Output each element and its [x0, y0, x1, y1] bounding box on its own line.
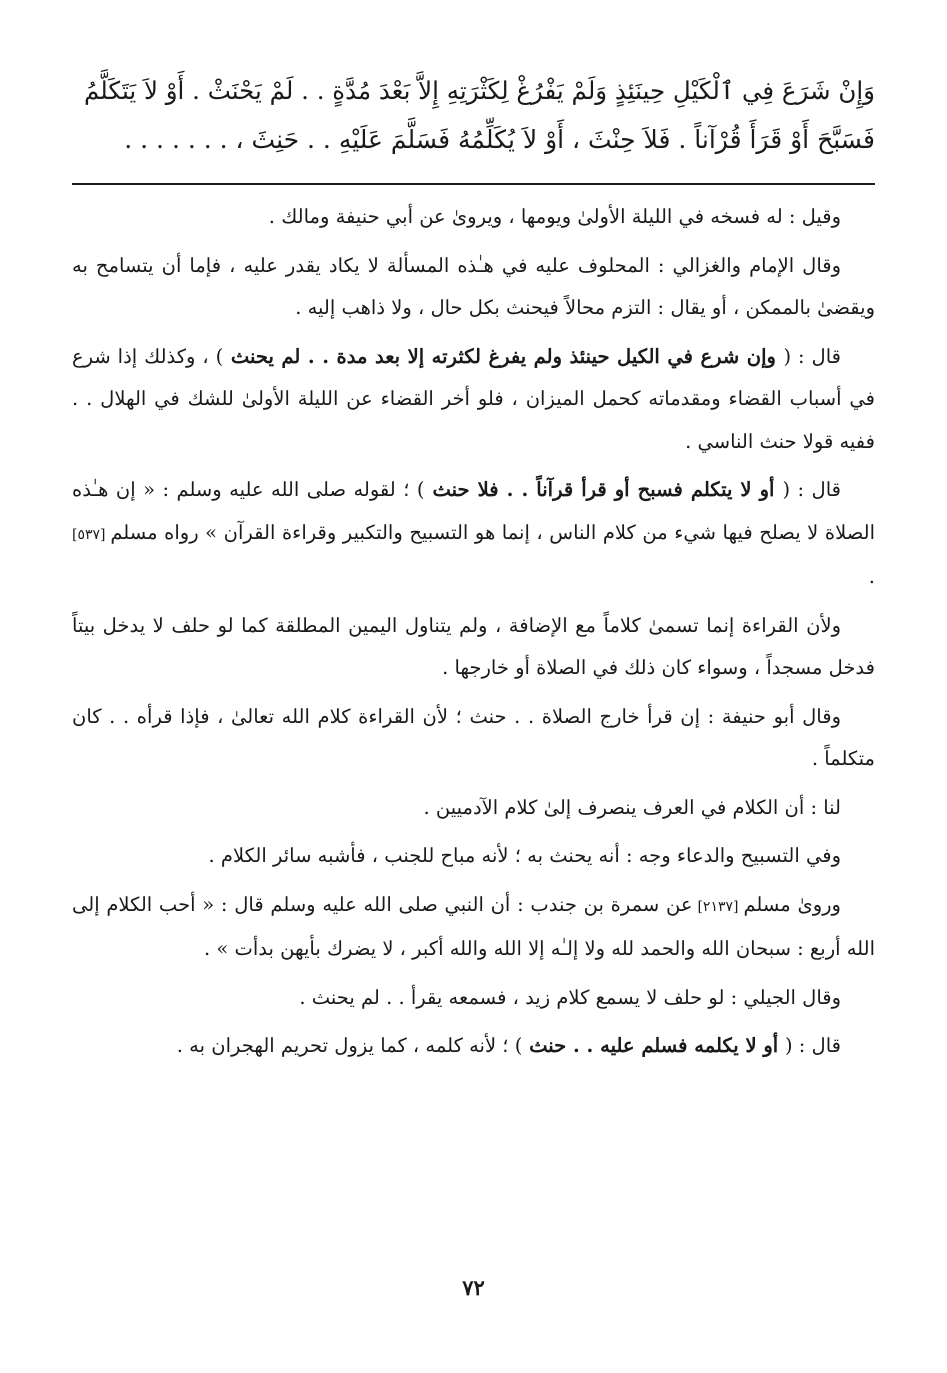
text-span: قال : ( [784, 1034, 841, 1057]
paragraph [72, 884, 875, 971]
text-span: ) ؛ لقوله صلى الله عليه وسلم : « إن هـٰذه الصلاة لا يصلح فيها شيء من كلام الناس ، إنما هو التسبيح والتكبير وقراءة القرآن » رواه مسلم [72, 478, 875, 544]
quoted-matn: وإن شرع في الكيل حينئذ ولم يفرغ لكثرته إلا بعد مدة . . لم يحنث [223, 344, 784, 368]
text-span: . [868, 565, 875, 588]
text-span: ) ، وكذلك إذا شرع في أسباب القضاء ومقدماته كحمل الميزان ، فلو أخر القضاء عن الليلة الأولىٰ للشك في الهلال . . ففيه قولا حنث الناسي . [72, 344, 875, 453]
matn-line-1: وَإِنْ شَرَعَ فِي ٱلْكَيْلِ حِينَئِذٍ وَلَمْ يَفْرُغْ لِكَثْرَتِهِ إِلاَّ بَعْدَ مُدَّةٍ . . لَمْ يَحْنَثْ . أَوْ لاَ يَتَكَلَّمُ [84, 76, 875, 105]
book-page [72, 0, 875, 1373]
paragraph [72, 336, 875, 464]
paragraph: وقيل : له فسخه في الليلة الأولىٰ ويومها ، ويروىٰ عن أبي حنيفة ومالك . [268, 205, 841, 228]
paragraph: ولأن القراءة إنما تسمىٰ كلاماً مع الإضافة ، ولم يتناول اليمين المطلقة كما لو حلف لا يدخل بيتاً فدخل مسجداً ، وسواء كان ذلك في الصلاة أو خارجها . [72, 613, 875, 679]
text-span: قال : ( [783, 344, 841, 368]
text-span: قال : ( [782, 478, 841, 501]
paragraph: وقال الجيلي : لو حلف لا يسمع كلام زيد ، فسمعه يقرأ . . لم يحنث . [299, 985, 841, 1009]
paragraph: وقال أبو حنيفة : إن قرأ خارج الصلاة . . حنث ؛ لأن القراءة كلام الله تعالىٰ ، فإذا قرأه . . كان متكلماً . [72, 704, 875, 770]
text-span: ) ؛ لأنه كلمه ، كما يزول تحريم الهجران به . [176, 1034, 523, 1057]
matn-line-2: فَسَبَّحَ أَوْ قَرَأَ قُرْآناً . فَلاَ حِنْثَ ، أَوْ لاَ يُكَلِّمُهُ فَسَلَّمَ عَلَيْهِ . . حَنِثَ ، . . . . . . . [124, 125, 875, 154]
paragraph: لنا : أن الكلام في العرف ينصرف إلىٰ كلام الآدميين . [423, 795, 841, 819]
quoted-matn: أو لا يتكلم فسبح أو قرأ قرآناً . . فلا حنث [424, 478, 783, 501]
hadith-reference: [٥٣٧] [72, 526, 111, 543]
hadith-reference: [٢١٣٧] [692, 898, 744, 915]
text-span: وروىٰ مسلم [743, 892, 841, 916]
commentary-text [72, 196, 875, 1068]
paragraph: وفي التسبيح والدعاء وجه : أنه يحنث به ؛ لأنه مباح للجنب ، فأشبه سائر الكلام . [208, 844, 841, 867]
page-number: ٧٢ [462, 1275, 485, 1300]
matn-text [72, 66, 875, 164]
paragraph: وقال الإمام والغزالي : المحلوف عليه في هـٰذه المسألة لا يكاد يقدر عليه ، فإما أن يتسامح به ويقضىٰ بالممكن ، أو يقال : التزم محالاً فيحنث بكل حال ، ولا ذاهب إليه . [72, 253, 875, 319]
text-span: عن سمرة بن جندب : أن النبي صلى الله عليه وسلم قال : « أحب الكلام إلى الله أربع : سبحان الله والحمد لله ولا إلـٰه إلا الله والله أكبر ، لا يضرك بأيهن بدأت » . [72, 892, 875, 960]
paragraph [72, 469, 875, 599]
paragraph [72, 1025, 875, 1068]
quoted-matn: أو لا يكلمه فسلم عليه . . حنث [522, 1034, 785, 1057]
separator-rule [72, 183, 875, 185]
